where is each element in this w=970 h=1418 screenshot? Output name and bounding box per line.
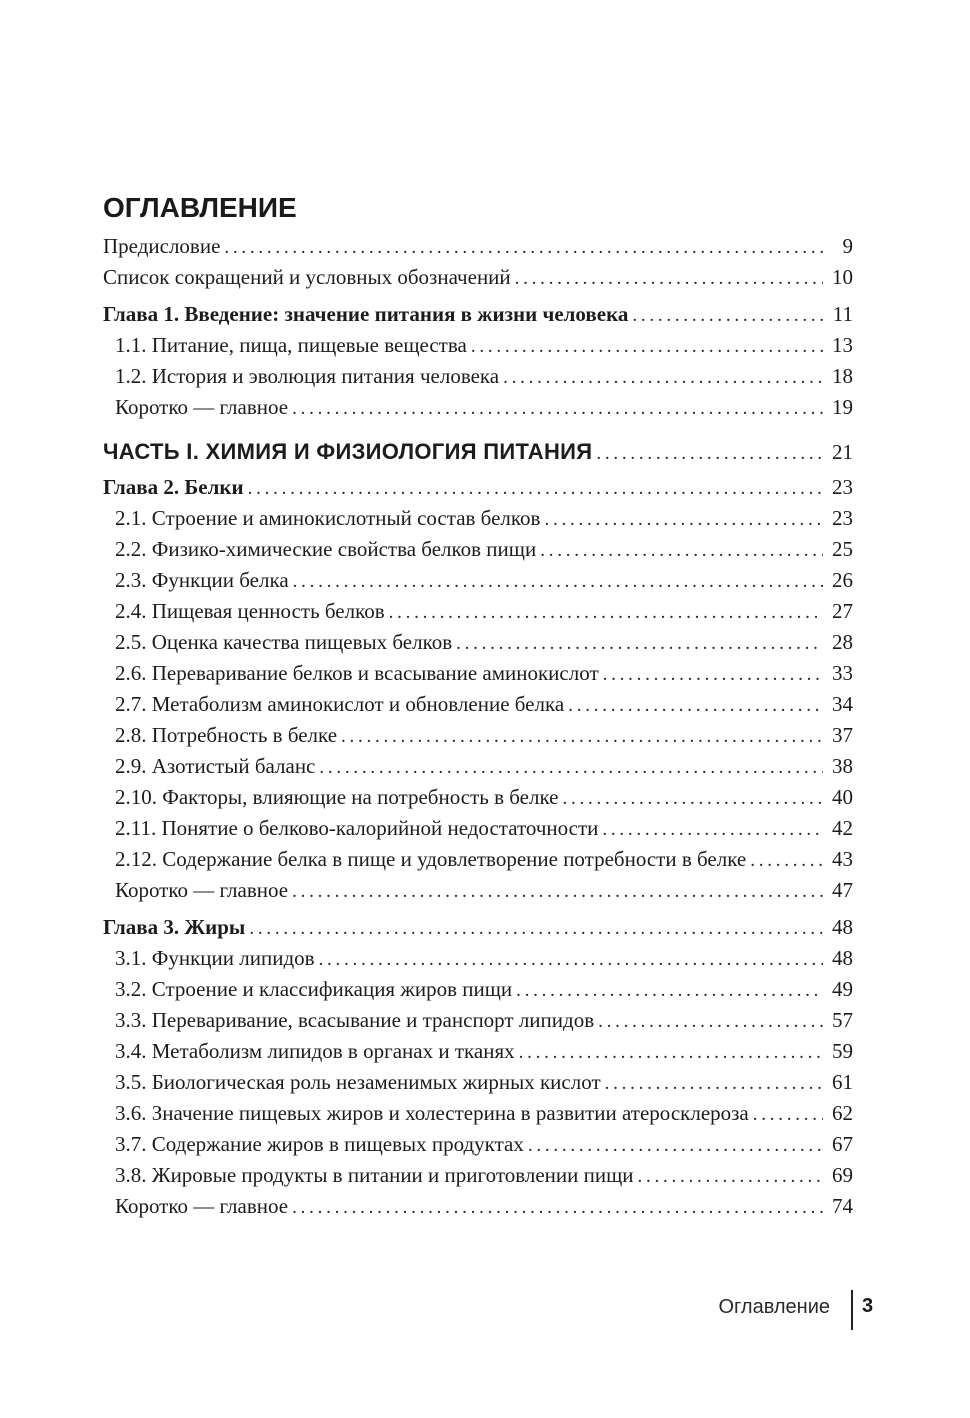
toc-entry-sub[interactable] (103, 943, 853, 974)
toc-entry-title: 3.1. Функции липидов (115, 946, 315, 970)
dot-leader (528, 1130, 823, 1161)
dot-leader (515, 263, 823, 294)
page-title: ОГЛАВЛЕНИЕ (103, 192, 297, 223)
toc-entry-sub[interactable] (103, 1036, 853, 1067)
toc-entry-title: Глава 2. Белки (103, 475, 244, 499)
dot-leader (224, 232, 823, 263)
toc-entry-page: 61 (832, 1070, 853, 1094)
toc-entry-sub[interactable] (103, 974, 853, 1005)
toc-entry-title: 2.10. Факторы, влияющие на потребность в белке (115, 785, 559, 809)
toc-entry-title: 2.4. Пищевая ценность белков (115, 599, 385, 623)
toc-entry-page: 57 (832, 1008, 853, 1032)
toc-entry-page: 19 (832, 395, 853, 419)
toc-entry-page: 23 (832, 506, 853, 530)
toc-entry-title: 3.4. Метаболизм липидов в органах и тканях (115, 1039, 515, 1063)
toc-entry-page: 10 (832, 265, 853, 289)
toc-entry-sub[interactable] (103, 596, 853, 627)
toc-entry-sub[interactable] (103, 1191, 853, 1222)
toc-entry-page: 18 (832, 364, 853, 388)
toc-entry-title: 2.11. Понятие о белково-калорийной недостаточности (115, 816, 599, 840)
toc-entry-sub[interactable] (103, 813, 853, 844)
toc-entry-title: 2.8. Потребность в белке (115, 723, 338, 747)
dot-leader (341, 721, 823, 752)
toc-entry-sub[interactable] (103, 534, 853, 565)
toc-entry-page: 49 (832, 977, 853, 1001)
toc-entry-title: 2.6. Переваривание белков и всасывание аминокислот (115, 661, 599, 685)
toc-entry-page: 67 (832, 1132, 853, 1156)
toc-entry-sub[interactable] (103, 844, 853, 875)
toc-entry-page: 48 (832, 946, 853, 970)
toc-entry-page: 59 (832, 1039, 853, 1063)
toc-entry-sub[interactable] (103, 503, 853, 534)
dot-leader (753, 1099, 823, 1130)
toc-entry-top[interactable] (103, 231, 853, 262)
toc-entry-title: 1.1. Питание, пища, пищевые вещества (115, 333, 467, 357)
toc-entry-part[interactable] (103, 432, 853, 472)
toc-entry-sub[interactable] (103, 875, 853, 906)
toc-entry-title: 3.8. Жировые продукты в питании и приготовлении пищи (115, 1163, 634, 1187)
dot-leader (603, 659, 823, 690)
toc-entry-page: 11 (832, 302, 853, 326)
page-number: 3 (862, 1295, 874, 1317)
toc-entry-sub[interactable] (103, 751, 853, 782)
toc-entry-sub[interactable] (103, 720, 853, 751)
dot-leader (319, 752, 823, 783)
toc-entry-sub[interactable] (103, 689, 853, 720)
toc-entry-sub[interactable] (103, 658, 853, 689)
toc-entry-title: Коротко — главное (115, 1194, 289, 1218)
toc-entry-title: Список сокращений и условных обозначений (103, 265, 511, 289)
toc-entry-title: 3.3. Переваривание, всасывание и транспорт липидов (115, 1008, 595, 1032)
dot-leader (456, 628, 823, 659)
toc-entry-sub[interactable] (103, 1160, 853, 1191)
toc-entry-page: 33 (832, 661, 853, 685)
dot-leader (544, 504, 823, 535)
dot-leader (596, 434, 823, 474)
toc-entry-title: 3.6. Значение пищевых жиров и холестерина в развитии атеросклероза (115, 1101, 749, 1125)
toc-entry-page: 40 (832, 785, 853, 809)
toc-entry-title: 2.3. Функции белка (115, 568, 289, 592)
table-of-contents (103, 231, 853, 1222)
toc-entry-page: 43 (832, 847, 853, 871)
toc-entry-page: 13 (832, 333, 853, 357)
toc-entry-page: 37 (832, 723, 853, 747)
toc-entry-page: 62 (832, 1101, 853, 1125)
toc-entry-page: 21 (832, 440, 853, 464)
dot-leader (632, 300, 823, 331)
toc-entry-page: 23 (832, 475, 853, 499)
toc-entry-top[interactable] (103, 262, 853, 293)
toc-entry-sub[interactable] (103, 1005, 853, 1036)
toc-entry-page: 25 (832, 537, 853, 561)
toc-entry-title: 3.7. Содержание жиров в пищевых продуктах (115, 1132, 524, 1156)
toc-entry-title: 2.2. Физико-химические свойства белков пищи (115, 537, 537, 561)
dot-leader (248, 473, 823, 504)
toc-entry-title: 2.7. Метаболизм аминокислот и обновление белка (115, 692, 565, 716)
toc-entry-chapter[interactable] (103, 912, 853, 943)
toc-entry-page: 38 (832, 754, 853, 778)
toc-entry-page: 34 (832, 692, 853, 716)
footer-divider (851, 1290, 853, 1330)
dot-leader (471, 331, 823, 362)
toc-entry-page: 42 (832, 816, 853, 840)
dot-leader (292, 1192, 823, 1223)
dot-leader (605, 1068, 823, 1099)
toc-entry-chapter[interactable] (103, 472, 853, 503)
toc-entry-page: 9 (842, 234, 853, 258)
toc-entry-sub[interactable] (103, 782, 853, 813)
toc-entry-page: 48 (832, 915, 853, 939)
toc-entry-title: ЧАСТЬ I. ХИМИЯ И ФИЗИОЛОГИЯ ПИТАНИЯ (103, 439, 593, 464)
toc-entry-title: 3.5. Биологическая роль незаменимых жирных кислот (115, 1070, 601, 1094)
toc-entry-page: 28 (832, 630, 853, 654)
dot-leader (516, 975, 823, 1006)
dot-leader (598, 1006, 823, 1037)
dot-leader (293, 566, 823, 597)
toc-entry-page: 26 (832, 568, 853, 592)
toc-entry-sub[interactable] (103, 565, 853, 596)
toc-entry-title: Коротко — главное (115, 878, 289, 902)
toc-entry-page: 69 (832, 1163, 853, 1187)
dot-leader (519, 1037, 823, 1068)
dot-leader (503, 362, 823, 393)
dot-leader (638, 1161, 823, 1192)
toc-entry-sub[interactable] (103, 627, 853, 658)
dot-leader (540, 535, 823, 566)
toc-entry-title: Предисловие (103, 234, 221, 258)
toc-entry-title: 2.1. Строение и аминокислотный состав белков (115, 506, 541, 530)
toc-entry-sub[interactable] (103, 1098, 853, 1129)
toc-entry-title: 3.2. Строение и классификация жиров пищи (115, 977, 513, 1001)
dot-leader (602, 814, 823, 845)
dot-leader (292, 393, 823, 424)
dot-leader (562, 783, 823, 814)
toc-entry-sub[interactable] (103, 1129, 853, 1160)
footer-section-label: Оглавление (718, 1296, 830, 1318)
dot-leader (389, 597, 823, 628)
toc-entry-title: 2.5. Оценка качества пищевых белков (115, 630, 453, 654)
toc-entry-title: Глава 1. Введение: значение питания в жизни человека (103, 302, 629, 326)
toc-entry-title: 2.9. Азотистый баланс (115, 754, 316, 778)
toc-entry-sub[interactable] (103, 1067, 853, 1098)
dot-leader (750, 845, 823, 876)
toc-entry-title: 2.12. Содержание белка в пище и удовлетворение потребности в белке (115, 847, 747, 871)
dot-leader (568, 690, 823, 721)
toc-entry-chapter[interactable] (103, 299, 853, 330)
toc-entry-page: 47 (832, 878, 853, 902)
dot-leader (292, 876, 823, 907)
toc-entry-sub[interactable] (103, 392, 853, 423)
toc-entry-title: 1.2. История и эволюция питания человека (115, 364, 500, 388)
toc-entry-sub[interactable] (103, 361, 853, 392)
dot-leader (249, 913, 823, 944)
toc-entry-sub[interactable] (103, 330, 853, 361)
toc-entry-page: 74 (832, 1194, 853, 1218)
section-gap (103, 423, 853, 432)
toc-entry-title: Коротко — главное (115, 395, 289, 419)
page-footer (600, 1290, 874, 1334)
dot-leader (319, 944, 823, 975)
toc-entry-page: 27 (832, 599, 853, 623)
toc-entry-title: Глава 3. Жиры (103, 915, 246, 939)
